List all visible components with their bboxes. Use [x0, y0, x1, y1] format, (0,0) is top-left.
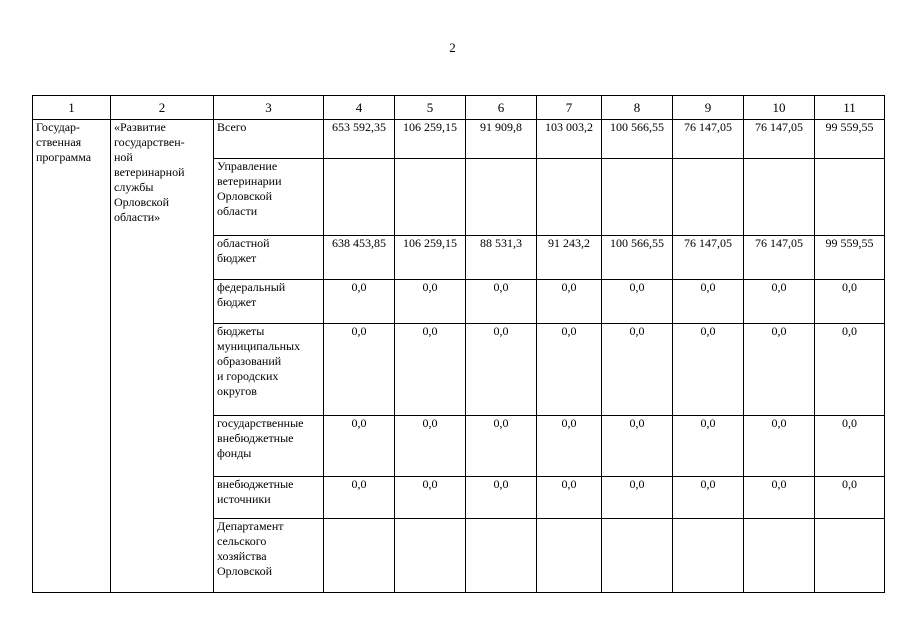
value-cell: 0,0: [466, 324, 537, 416]
value-cell: 0,0: [537, 416, 602, 477]
value-cell: 0,0: [395, 477, 466, 519]
column-header: 11: [815, 96, 885, 120]
value-cell: 0,0: [744, 280, 815, 324]
funding-source-label: федеральный бюджет: [214, 280, 324, 324]
value-cell: 88 531,3: [466, 236, 537, 280]
value-cell: 0,0: [537, 324, 602, 416]
value-cell: 99 559,55: [815, 120, 885, 159]
value-cell: 653 592,35: [324, 120, 395, 159]
value-cell: [602, 159, 673, 236]
page-number: 2: [449, 40, 456, 55]
program-type-cell: Государ- ственная программа: [33, 120, 111, 593]
value-cell: [673, 519, 744, 593]
value-cell: 0,0: [815, 416, 885, 477]
column-header: 1: [33, 96, 111, 120]
value-cell: 106 259,15: [395, 120, 466, 159]
column-header: 4: [324, 96, 395, 120]
value-cell: 0,0: [324, 477, 395, 519]
value-cell: [744, 519, 815, 593]
value-cell: [466, 159, 537, 236]
value-cell: [815, 159, 885, 236]
value-cell: 100 566,55: [602, 120, 673, 159]
column-header: 3: [214, 96, 324, 120]
value-cell: [537, 159, 602, 236]
value-cell: 103 003,2: [537, 120, 602, 159]
header-row: [33, 96, 885, 120]
funding-source-label: внебюджетные источники: [214, 477, 324, 519]
column-header: 5: [395, 96, 466, 120]
value-cell: [673, 159, 744, 236]
value-cell: 0,0: [602, 324, 673, 416]
value-cell: 0,0: [324, 280, 395, 324]
column-header: 2: [111, 96, 214, 120]
value-cell: 100 566,55: [602, 236, 673, 280]
value-cell: 0,0: [466, 280, 537, 324]
value-cell: [324, 519, 395, 593]
value-cell: 76 147,05: [673, 120, 744, 159]
value-cell: 0,0: [815, 477, 885, 519]
value-cell: 76 147,05: [744, 236, 815, 280]
value-cell: [744, 159, 815, 236]
value-cell: 99 559,55: [815, 236, 885, 280]
value-cell: 0,0: [673, 280, 744, 324]
value-cell: 91 909,8: [466, 120, 537, 159]
value-cell: [537, 519, 602, 593]
value-cell: 76 147,05: [744, 120, 815, 159]
value-cell: 0,0: [395, 416, 466, 477]
value-cell: 0,0: [815, 324, 885, 416]
value-cell: 0,0: [744, 416, 815, 477]
value-cell: [815, 519, 885, 593]
value-cell: 106 259,15: [395, 236, 466, 280]
value-cell: 638 453,85: [324, 236, 395, 280]
value-cell: 0,0: [537, 477, 602, 519]
column-header: 8: [602, 96, 673, 120]
funding-source-label: Департамент сельского хозяйства Орловской: [214, 519, 324, 593]
value-cell: 0,0: [673, 477, 744, 519]
value-cell: 0,0: [673, 324, 744, 416]
funding-source-label: Всего: [214, 120, 324, 159]
program-name-cell: «Развитие государствен- ной ветеринарной службы Орловской области»: [111, 120, 214, 593]
value-cell: 91 243,2: [537, 236, 602, 280]
value-cell: 0,0: [744, 324, 815, 416]
funding-source-label: областной бюджет: [214, 236, 324, 280]
value-cell: 76 147,05: [673, 236, 744, 280]
funding-source-label: Управление ветеринарии Орловской области: [214, 159, 324, 236]
column-header: 9: [673, 96, 744, 120]
value-cell: 0,0: [466, 477, 537, 519]
value-cell: 0,0: [466, 416, 537, 477]
value-cell: [602, 519, 673, 593]
budget-table: [32, 95, 885, 593]
column-header: 10: [744, 96, 815, 120]
value-cell: 0,0: [324, 324, 395, 416]
funding-source-label: бюджеты муниципальных образований и городских округов: [214, 324, 324, 416]
column-header: 6: [466, 96, 537, 120]
value-cell: 0,0: [602, 477, 673, 519]
value-cell: 0,0: [744, 477, 815, 519]
value-cell: [324, 159, 395, 236]
value-cell: 0,0: [324, 416, 395, 477]
value-cell: 0,0: [815, 280, 885, 324]
value-cell: 0,0: [395, 280, 466, 324]
value-cell: 0,0: [537, 280, 602, 324]
value-cell: 0,0: [673, 416, 744, 477]
table-row: [33, 120, 885, 159]
value-cell: 0,0: [602, 416, 673, 477]
value-cell: 0,0: [602, 280, 673, 324]
value-cell: [395, 519, 466, 593]
value-cell: 0,0: [395, 324, 466, 416]
value-cell: [466, 519, 537, 593]
value-cell: [395, 159, 466, 236]
funding-source-label: государственные внебюджетные фонды: [214, 416, 324, 477]
column-header: 7: [537, 96, 602, 120]
